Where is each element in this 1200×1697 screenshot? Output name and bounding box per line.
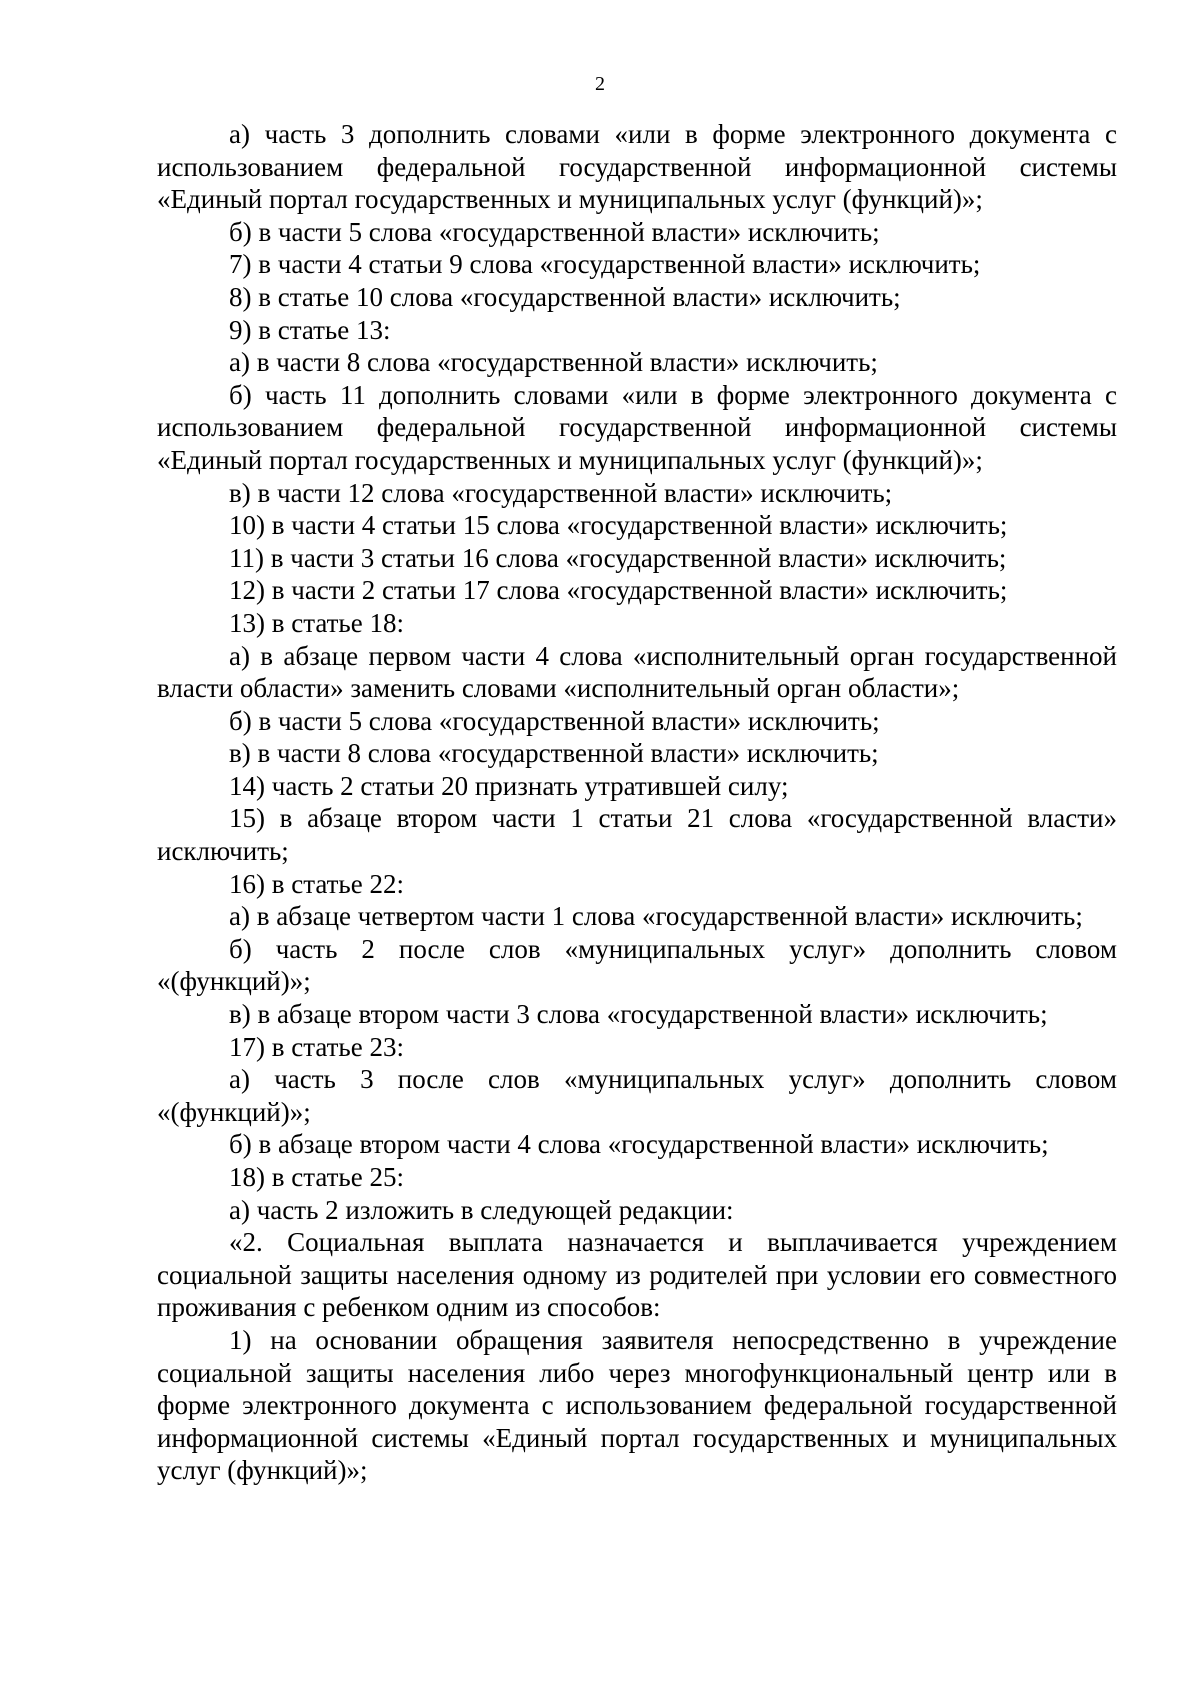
paragraph: 1) на основании обращения заявителя непосредственно в учреждение социальной защиты населения либо через многофункциональный центр или в форме электронного документа с использованием федеральной государственной информационной системы «Единый портал государственных и муниципальных услуг (функций)»; (157, 1324, 1117, 1486)
paragraph: 15) в абзаце втором части 1 статьи 21 слова «государственной власти» исключить; (157, 803, 1117, 867)
paragraph: а) в абзаце первом части 4 слова «исполнительный орган государственной власти области» заменить словами «исполнительный орган области»; (157, 640, 1117, 704)
paragraph: в) в части 8 слова «государственной власти» исключить; (229, 738, 879, 769)
paragraph: а) часть 3 дополнить словами «или в форме электронного документа с использованием федеральной государственной информационной системы «Единый портал государственных и муниципальных услуг (функций)»; (157, 119, 1117, 215)
paragraph: б) часть 2 после слов «муниципальных услуг» дополнить словом «(функций)»; (157, 933, 1117, 997)
paragraph: б) часть 11 дополнить словами «или в форме электронного документа с использованием федеральной государственной информационной системы «Единый портал государственных и муниципальных услуг (функций)»; (157, 379, 1117, 475)
paragraph: 11) в части 3 статьи 16 слова «государственной власти» исключить; (229, 542, 1007, 573)
paragraph: а) часть 2 изложить в следующей редакции: (229, 1194, 734, 1225)
paragraph: 9) в статье 13: (229, 314, 391, 345)
paragraph: 14) часть 2 статьи 20 признать утратившей силу; (229, 770, 789, 801)
paragraph: а) в части 8 слова «государственной власти» исключить; (229, 347, 878, 378)
paragraph: 17) в статье 23: (229, 1031, 404, 1062)
paragraph: 16) в статье 22: (229, 868, 404, 899)
paragraph: б) в части 5 слова «государственной власти» исключить; (229, 705, 880, 736)
paragraph: 8) в статье 10 слова «государственной власти» исключить; (229, 281, 901, 312)
paragraph: в) в абзаце втором части 3 слова «государственной власти» исключить; (229, 999, 1048, 1030)
paragraph: 12) в части 2 статьи 17 слова «государственной власти» исключить; (229, 575, 1008, 606)
paragraph: 10) в части 4 статьи 15 слова «государственной власти» исключить; (229, 510, 1008, 541)
paragraph: «2. Социальная выплата назначается и выплачивается учреждением социальной защиты населения одному из родителей при условии его совместного проживания с ребенком одним из способов: (157, 1227, 1117, 1323)
paragraph: в) в части 12 слова «государственной власти» исключить; (229, 477, 893, 508)
page-number: 2 (595, 73, 605, 95)
paragraph: б) в абзаце втором части 4 слова «государственной власти» исключить; (229, 1129, 1049, 1160)
document-body (157, 118, 1117, 1487)
paragraph: 7) в части 4 статьи 9 слова «государственной власти» исключить; (229, 249, 981, 280)
paragraph: а) часть 3 после слов «муниципальных услуг» дополнить словом «(функций)»; (157, 1064, 1117, 1127)
paragraph: 18) в статье 25: (229, 1162, 404, 1192)
paragraph: 13) в статье 18: (229, 607, 404, 638)
paragraph: а) в абзаце четвертом части 1 слова «государственной власти» исключить; (229, 901, 1083, 932)
paragraph: б) в части 5 слова «государственной власти» исключить; (229, 216, 880, 247)
